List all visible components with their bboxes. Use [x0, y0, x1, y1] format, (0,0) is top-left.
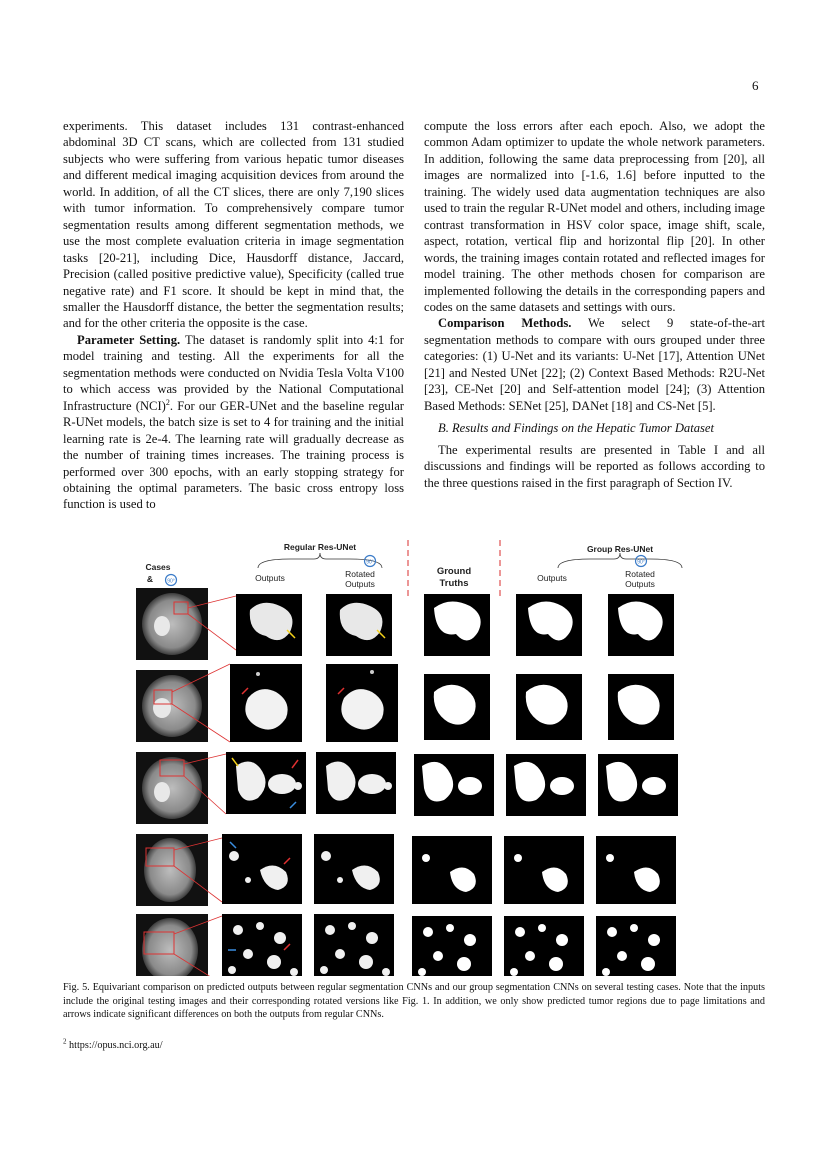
svg-text:90°: 90°: [366, 559, 374, 566]
figure-5: [130, 540, 700, 976]
regular-rotated-outputs-label: Outputs: [345, 579, 375, 589]
group-resunet-title: Group Res-UNet: [586, 544, 654, 554]
right-paragraph-1: compute the loss errors after each epoch. Also, we adopt the common Adam optimizer to update the whole network parameters. In addition, following the same data preprocessing from [20], all images are normalized into [-1.6, 1.6] before inputted to the training. The widely used data augmentation techniques are also used to train the regular R-UNet model and others, including image contrast transformation in HSV color space, image shift, scale, aspect, rotation, vertical flip and horizontal flip [20]. In other words, the training images contain rotated and reflected images for model training. The other methods chosen for comparison are implemented following the details in the corresponding papers and codes on the same datasets and settings with ours.: [424, 119, 765, 314]
left-column: [63, 118, 404, 513]
cases-label: Cases: [145, 562, 171, 572]
row-3: [136, 752, 678, 824]
results-paragraph: The experimental results are presented in Table I and all discussions and findings will be reported as follows according to the three questions raised in the first paragraph of Section IV.: [424, 442, 765, 490]
footnote-ref: 2: [165, 397, 170, 407]
amp-label: &: [146, 574, 154, 584]
parameter-setting-heading: Parameter Setting.: [77, 332, 181, 347]
comparison-methods-heading: Comparison Methods.: [438, 316, 572, 331]
ground-truth-label-1: Ground: [436, 566, 472, 577]
svg-text:90°: 90°: [167, 578, 175, 585]
section-heading-b: B. Results and Findings on the Hepatic Tumor Dataset: [438, 421, 714, 436]
page-number: 6: [752, 78, 759, 93]
comparison-text: We select 9 state-of-the-art segmentation methods to compare with ours grouped under three categories: (1) U-Net and its variants: U-Net [17], Attention UNet [21] and Nested UNet [22]; (2) Context Based Methods: R2U-Net [23], CE-Net [20] and Self-attention model [24]; (3) Attention Based Methods: SENet [25], DANet [18] and CS-Net [5].: [424, 316, 765, 413]
row-2: [136, 664, 674, 742]
left-paragraph-1: experiments. This dataset includes 131 contrast-enhanced abdominal 3D CT scans, which are collected from 131 studied subjects who were suffering from various hepatic tumor diseases and different medical imaging acquisition devices from around the world. In addition, of all the CT slices, there are only 7,190 slices with tumor information. To comprehensively compare tumor segmentation results among different segmentation methods, we use the most complete evaluation criteria in image segmentation tasks [20-21], including Dice, Hausdorff distance, Jaccard, Precision (called positive predictive value), Specificity (called true negative rate) and F1 score. It should be kept in mind that, the smaller the Hausdorff distance, the better the segmentation results; and for the other criteria the opposite is the case.: [63, 119, 404, 331]
row-4: [136, 834, 676, 906]
group-outputs-label: Outputs: [537, 573, 567, 583]
regular-rotated-label: Rotated: [345, 569, 375, 579]
footnote-mark: 2: [63, 1037, 67, 1046]
row-5: [136, 914, 676, 976]
footnote-text: https://opus.nci.org.au/: [66, 1040, 163, 1051]
regular-resunet-title: Regular Res-UNet: [283, 542, 357, 552]
group-rotated-outputs-label: Outputs: [625, 579, 655, 589]
segmentation-grid: [130, 588, 700, 976]
comparison-methods-paragraph: [424, 315, 765, 414]
parameter-setting-paragraph: [63, 332, 404, 513]
parameter-text-b: . For our GER-UNet and the baseline regular R-UNet models, the batch size is set to 4 for training and the initial learning rate is 2e-4. The learning rate will gradually decrease as the number of training times increases. The training process is performed over 300 epochs, with an early stopping strategy for obtaining the optimal parameters. The basic cross entropy loss function is used to: [63, 398, 404, 512]
figure-caption: Fig. 5. Equivariant comparison on predicted outputs between regular segmentation CNNs and our group segmentation CNNs on several testing cases. Note that the inputs include the original testing images and their corresponding rotated versions like Fig. 1. In addition, we only show predicted tumor regions due to page limitations and arrows indicate significant differences on both the outputs from regular CNNs.: [63, 982, 765, 1020]
parameter-text-a: The dataset is randomly split into 4:1 for model training and testing. All the experiments for all the segmentation methods were conducted on Nvidia Tesla Volta V100 to which access was provided by the National Computational Infrastructure (NCI): [63, 332, 404, 413]
right-column: [424, 118, 765, 491]
svg-text:90°: 90°: [637, 559, 645, 566]
ground-truth-label-2: Truths: [439, 578, 469, 589]
regular-outputs-label: Outputs: [255, 573, 285, 583]
footnote: [63, 1037, 163, 1051]
group-rotated-label: Rotated: [625, 569, 655, 579]
row-1: [136, 588, 674, 660]
